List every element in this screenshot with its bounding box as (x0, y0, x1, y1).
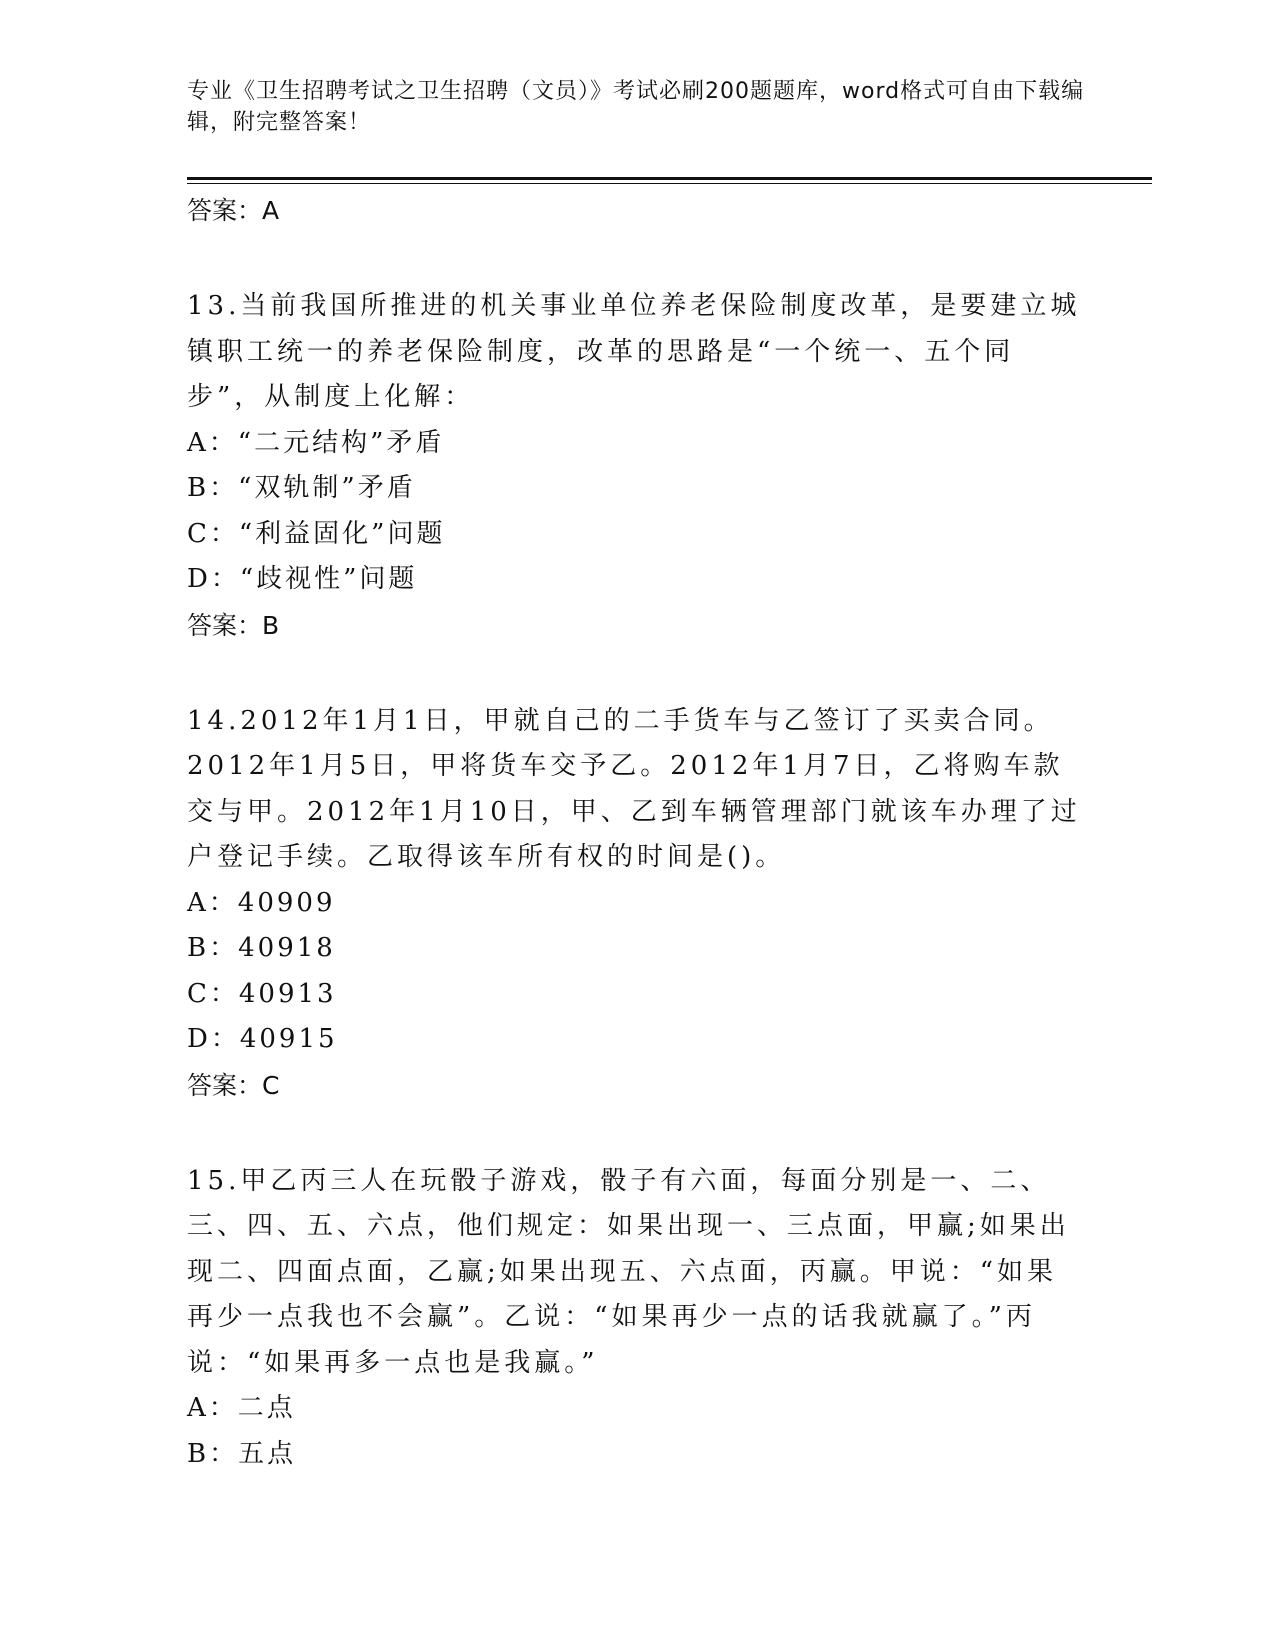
question-13-option-d: D：“歧视性”问题 (187, 564, 418, 594)
header-rule-thin (187, 183, 1152, 184)
question-block-13 (187, 284, 1087, 649)
question-13-option-a: A：“二元结构”矛盾 (187, 427, 445, 458)
question-14-option-c: C：40913 (187, 978, 337, 1009)
spacer (187, 234, 1087, 284)
answer-12: 答案：A (187, 196, 280, 225)
question-14-option-d: D：40915 (187, 1024, 338, 1054)
question-block-14 (187, 699, 1087, 1109)
document-header: 专业《卫生招聘考试之卫生招聘（文员）》考试必刷200题题库，word格式可自由下载编辑，附完整答案！ (187, 79, 1085, 135)
question-13-option-c: C：“利益固化”问题 (187, 518, 446, 549)
spacer (187, 649, 1087, 699)
question-15-option-b: B：五点 (187, 1438, 297, 1469)
question-block-15 (187, 1159, 1087, 1478)
question-14-text: 14.2012年1月1日，甲就自己的二手货车与乙签订了买卖合同。2012年1月5日，甲将货车交予乙。2012年1月7日，乙将购车款交与甲。2012年1月10日，甲、乙到车辆管理部门就该车办理了过户登记手续。乙取得该车所有权的时间是()。 (187, 705, 1081, 872)
spacer (187, 1109, 1087, 1159)
document-body (187, 188, 1087, 1477)
header-rule-thick (187, 177, 1152, 180)
question-15-option-a: A：二点 (187, 1393, 296, 1423)
answer-14: 答案：C (187, 1070, 280, 1100)
question-14-option-b: B：40918 (187, 933, 336, 963)
question-13-text: 13.当前我国所推进的机关事业单位养老保险制度改革，是要建立城镇职工统一的养老保险制度，改革的思路是“一个统一、五个同步”，从制度上化解： (187, 291, 1081, 412)
question-14-option-a: A：40909 (187, 887, 336, 918)
question-13-option-b: B：“双轨制”矛盾 (187, 473, 416, 503)
question-15-text: 15.甲乙丙三人在玩骰子游戏，骰子有六面，每面分别是一、二、三、四、五、六点，他们规定：如果出现一、三点面，甲赢;如果出现二、四面点面，乙赢;如果出现五、六点面，丙赢。甲说：“如果再少一点我也不会赢”。乙说：“如果再少一点的话我就赢了。”丙说：“如果再多一点也是我赢。” (187, 1165, 1070, 1378)
answer-13: 答案：B (187, 610, 280, 640)
